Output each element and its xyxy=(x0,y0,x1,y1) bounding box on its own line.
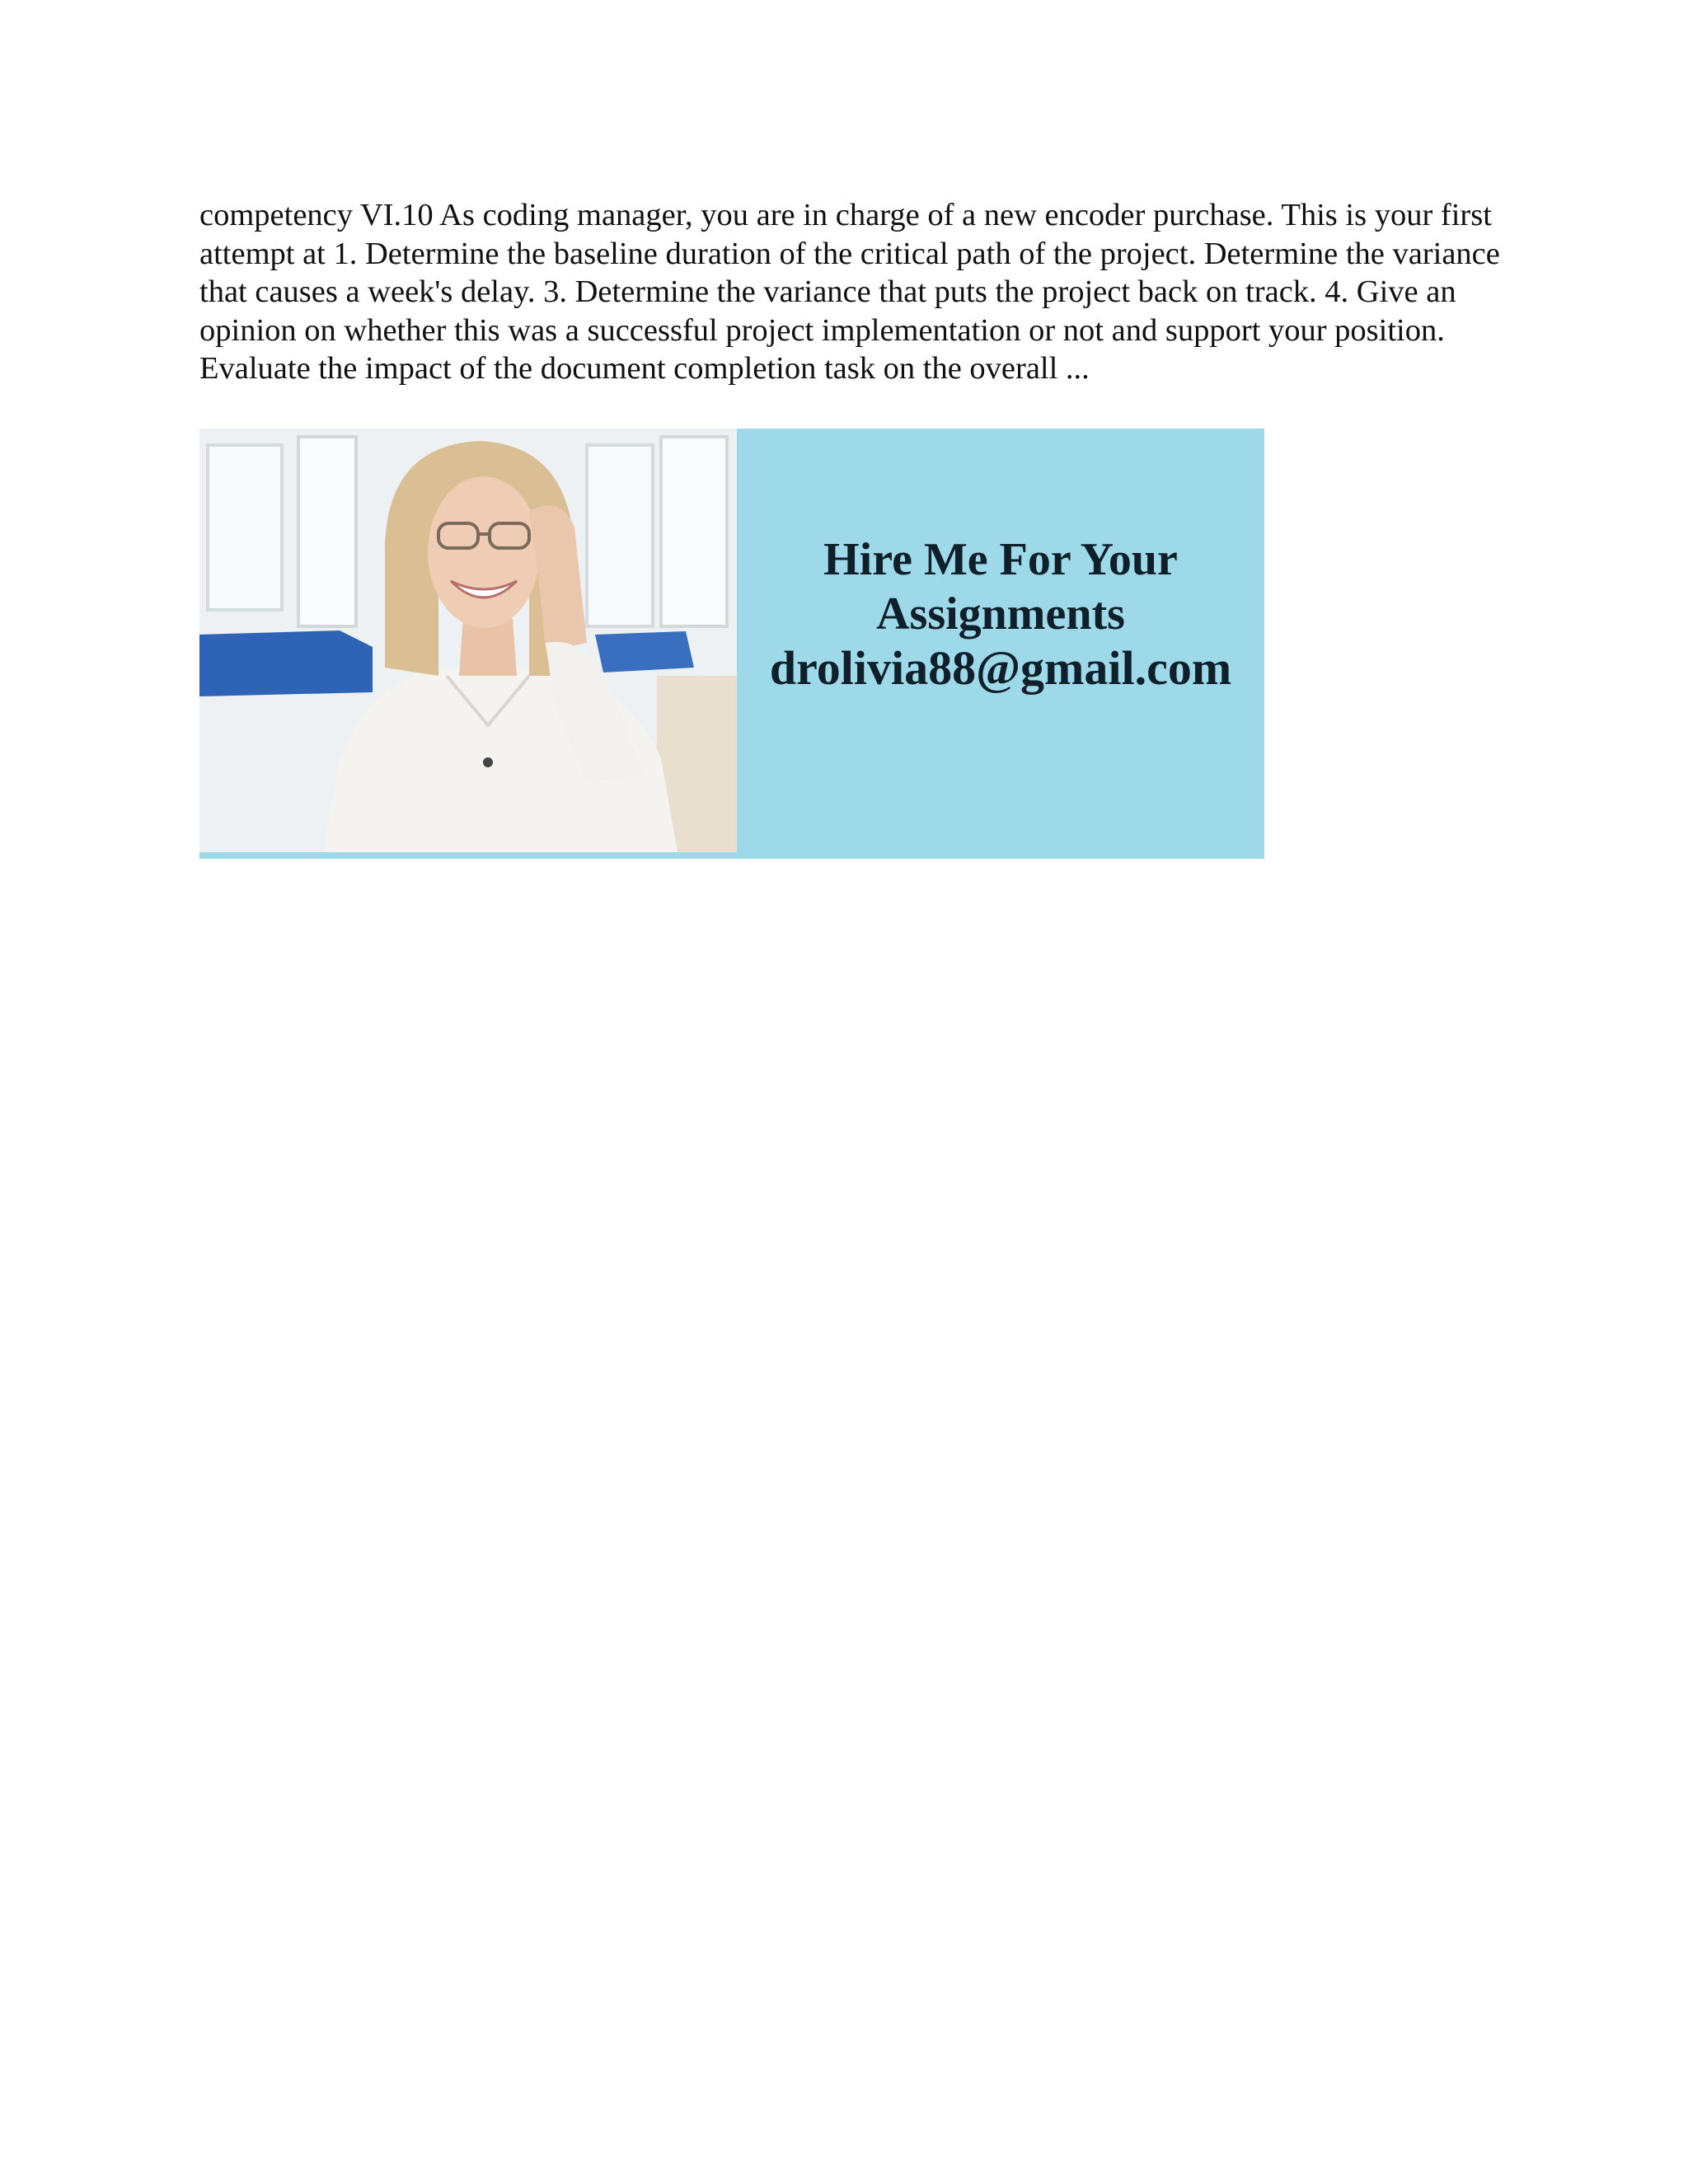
ad-email: drolivia88@gmail.com xyxy=(769,641,1232,695)
document-paragraph: competency VI.10 As coding manager, you are in charge of a new encoder purchase. This is your first attempt at 1. Determine the baseline duration of the critical path of the project. Determine the variance that causes a week's delay. 3. Determine the variance that puts the project back on track. 4. Give an opinion on whether this was a successful project implementation or not and support your position. Evaluate the impact of the document completion task on the overall ... xyxy=(199,198,1500,386)
ad-headline: Hire Me For Your xyxy=(823,534,1178,585)
ad-text-panel xyxy=(737,429,1264,859)
ad-banner xyxy=(199,429,1264,859)
ad-subheadline: Assignments xyxy=(876,588,1125,640)
woman-photo xyxy=(199,429,737,852)
